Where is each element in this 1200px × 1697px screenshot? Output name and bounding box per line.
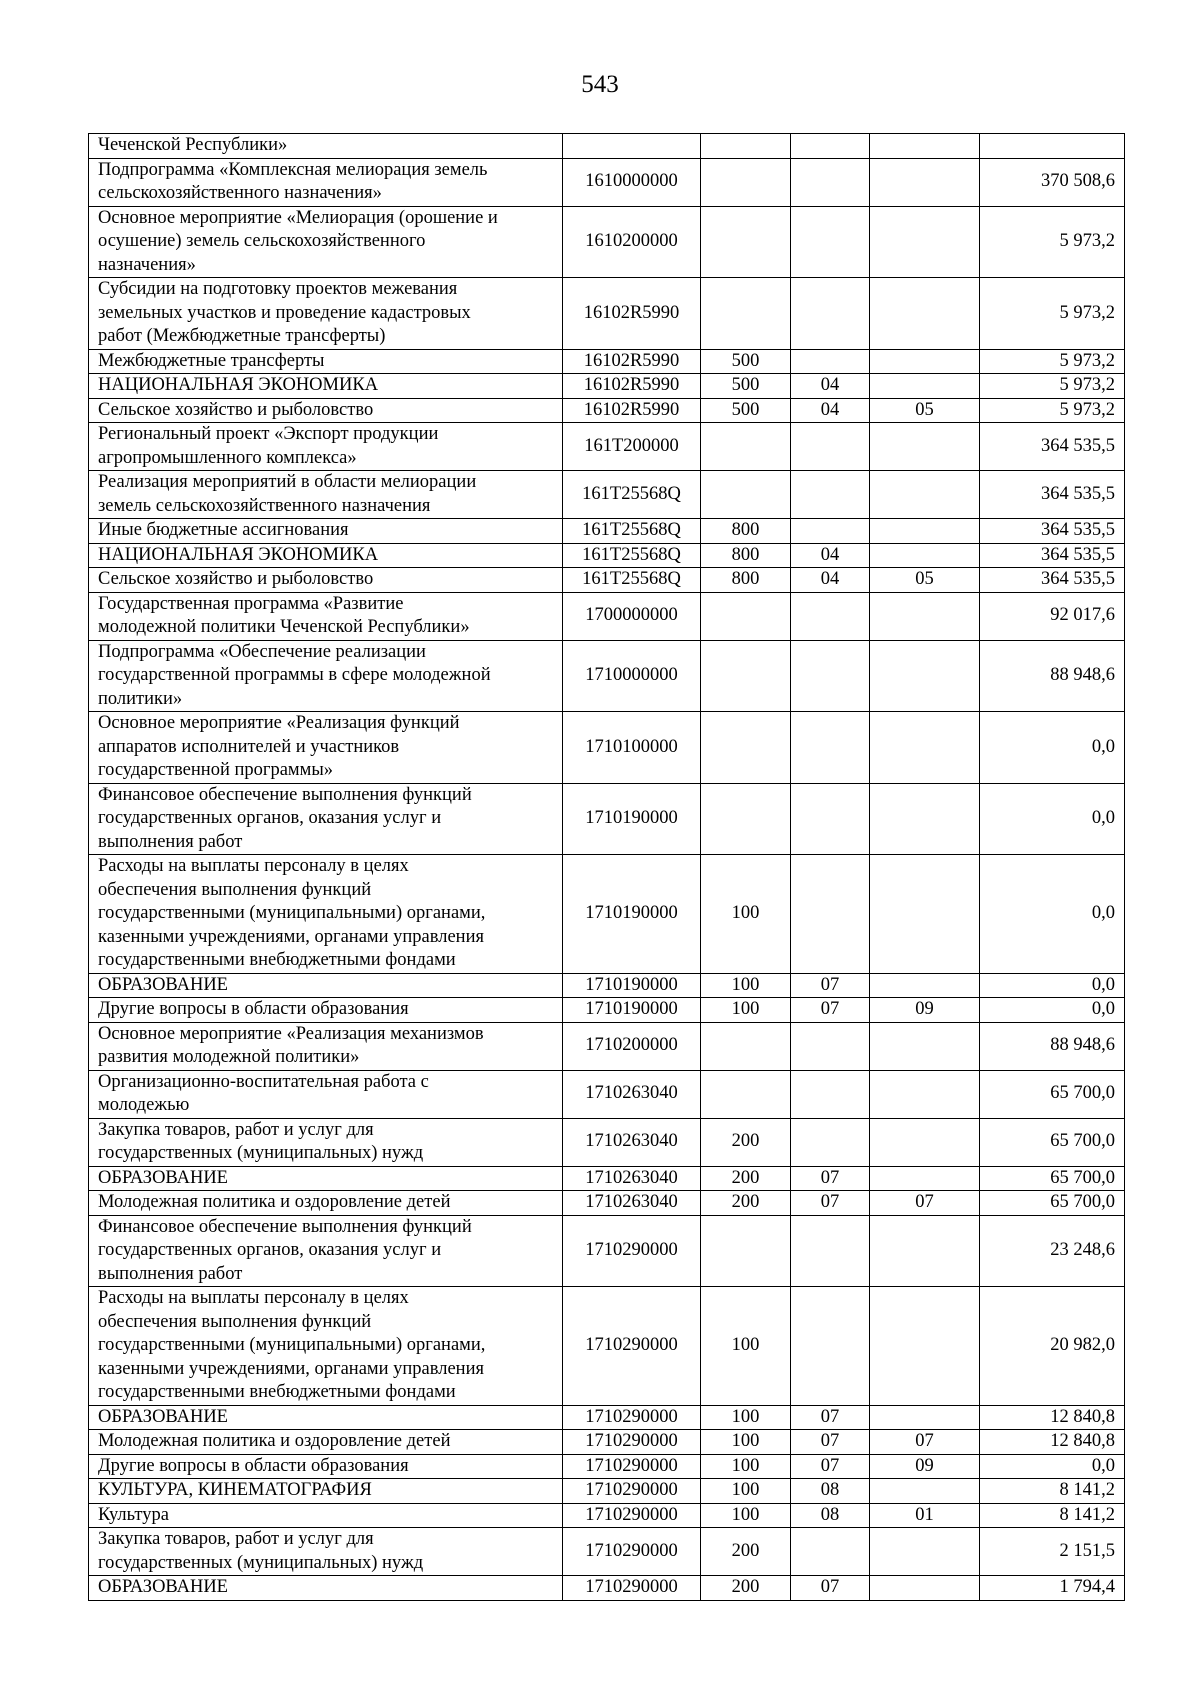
expense-type-cell (701, 712, 791, 784)
expense-type-cell: 500 (701, 374, 791, 399)
subsection-code-cell (870, 206, 980, 278)
expense-name-cell: ОБРАЗОВАНИЕ (89, 1405, 563, 1430)
table-row (89, 1503, 1125, 1528)
expense-type-cell (701, 278, 791, 350)
amount-cell: 5 973,2 (980, 206, 1125, 278)
section-code-cell (791, 134, 870, 159)
section-code-cell: 04 (791, 543, 870, 568)
section-code-cell (791, 712, 870, 784)
subsection-code-cell: 05 (870, 568, 980, 593)
expense-type-cell: 100 (701, 855, 791, 974)
subsection-code-cell (870, 1070, 980, 1118)
table-row (89, 1191, 1125, 1216)
table-row (89, 1118, 1125, 1166)
section-code-cell: 08 (791, 1503, 870, 1528)
expense-type-cell: 800 (701, 568, 791, 593)
subsection-code-cell (870, 1405, 980, 1430)
expense-type-cell: 200 (701, 1576, 791, 1601)
expense-type-cell (701, 592, 791, 640)
section-code-cell (791, 158, 870, 206)
expense-name-cell: Реализация мероприятий в области мелиорации земель сельскохозяйственного назначения (89, 471, 563, 519)
table-row (89, 973, 1125, 998)
target-article-code-cell: 1710290000 (563, 1405, 701, 1430)
subsection-code-cell (870, 1528, 980, 1576)
target-article-code-cell: 1710200000 (563, 1022, 701, 1070)
table-row (89, 471, 1125, 519)
subsection-code-cell (870, 1479, 980, 1504)
expense-type-cell: 500 (701, 349, 791, 374)
table-row (89, 592, 1125, 640)
expense-name-cell: Закупка товаров, работ и услуг для государственных (муниципальных) нужд (89, 1118, 563, 1166)
table-row (89, 278, 1125, 350)
subsection-code-cell (870, 471, 980, 519)
expense-type-cell: 100 (701, 1479, 791, 1504)
expense-name-cell: ОБРАЗОВАНИЕ (89, 1576, 563, 1601)
expense-name-cell: Подпрограмма «Обеспечение реализации государственной программы в сфере молодежной политики» (89, 640, 563, 712)
section-code-cell (791, 349, 870, 374)
table-row (89, 519, 1125, 544)
amount-cell: 20 982,0 (980, 1287, 1125, 1406)
subsection-code-cell (870, 374, 980, 399)
section-code-cell (791, 1528, 870, 1576)
amount-cell: 364 535,5 (980, 568, 1125, 593)
table-row (89, 398, 1125, 423)
subsection-code-cell (870, 783, 980, 855)
expense-name-cell: НАЦИОНАЛЬНАЯ ЭКОНОМИКА (89, 543, 563, 568)
table-row (89, 1070, 1125, 1118)
expense-type-cell: 200 (701, 1118, 791, 1166)
section-code-cell: 07 (791, 1405, 870, 1430)
target-article-code-cell: 16102R5990 (563, 278, 701, 350)
section-code-cell: 07 (791, 1576, 870, 1601)
table-row (89, 783, 1125, 855)
budget-table (88, 133, 1125, 1601)
subsection-code-cell (870, 134, 980, 159)
expense-name-cell: Организационно-воспитательная работа с молодежью (89, 1070, 563, 1118)
target-article-code-cell: 1710290000 (563, 1287, 701, 1406)
subsection-code-cell (870, 1215, 980, 1287)
target-article-code-cell: 1710290000 (563, 1454, 701, 1479)
expense-name-cell: ОБРАЗОВАНИЕ (89, 973, 563, 998)
target-article-code-cell: 161T25568Q (563, 471, 701, 519)
section-code-cell (791, 1118, 870, 1166)
table-row (89, 1454, 1125, 1479)
expense-type-cell (701, 158, 791, 206)
expense-name-cell: Молодежная политика и оздоровление детей (89, 1191, 563, 1216)
subsection-code-cell (870, 1118, 980, 1166)
target-article-code-cell: 16102R5990 (563, 349, 701, 374)
expense-name-cell: Сельское хозяйство и рыболовство (89, 568, 563, 593)
section-code-cell (791, 1215, 870, 1287)
expense-type-cell: 100 (701, 973, 791, 998)
amount-cell: 0,0 (980, 712, 1125, 784)
table-row (89, 1287, 1125, 1406)
target-article-code-cell: 161T25568Q (563, 543, 701, 568)
subsection-code-cell (870, 592, 980, 640)
expense-type-cell (701, 1215, 791, 1287)
amount-cell: 364 535,5 (980, 519, 1125, 544)
table-row (89, 1479, 1125, 1504)
expense-type-cell: 200 (701, 1191, 791, 1216)
amount-cell: 88 948,6 (980, 640, 1125, 712)
page-number: 543 (581, 71, 619, 98)
amount-cell: 364 535,5 (980, 543, 1125, 568)
section-code-cell (791, 206, 870, 278)
expense-type-cell: 100 (701, 1454, 791, 1479)
expense-type-cell (701, 640, 791, 712)
table-row (89, 1576, 1125, 1601)
target-article-code-cell: 1610200000 (563, 206, 701, 278)
amount-cell: 65 700,0 (980, 1070, 1125, 1118)
subsection-code-cell: 07 (870, 1191, 980, 1216)
expense-name-cell: Региональный проект «Экспорт продукции агропромышленного комплекса» (89, 423, 563, 471)
expense-name-cell: Иные бюджетные ассигнования (89, 519, 563, 544)
expense-name-cell: НАЦИОНАЛЬНАЯ ЭКОНОМИКА (89, 374, 563, 399)
amount-cell: 2 151,5 (980, 1528, 1125, 1576)
expense-type-cell (701, 423, 791, 471)
expense-type-cell (701, 134, 791, 159)
section-code-cell (791, 278, 870, 350)
expense-name-cell: Субсидии на подготовку проектов межевания земельных участков и проведение кадастровых работ (Межбюджетные трансферты) (89, 278, 563, 350)
section-code-cell (791, 783, 870, 855)
expense-name-cell: Молодежная политика и оздоровление детей (89, 1430, 563, 1455)
expense-type-cell: 500 (701, 398, 791, 423)
budget-table-body (89, 134, 1125, 1601)
section-code-cell (791, 423, 870, 471)
target-article-code-cell: 1710263040 (563, 1166, 701, 1191)
subsection-code-cell: 07 (870, 1430, 980, 1455)
target-article-code-cell: 16102R5990 (563, 398, 701, 423)
subsection-code-cell (870, 1287, 980, 1406)
table-row (89, 1528, 1125, 1576)
expense-type-cell: 200 (701, 1166, 791, 1191)
amount-cell: 5 973,2 (980, 278, 1125, 350)
expense-type-cell: 100 (701, 1405, 791, 1430)
target-article-code-cell: 1710190000 (563, 998, 701, 1023)
section-code-cell (791, 1022, 870, 1070)
amount-cell (980, 134, 1125, 159)
table-row (89, 158, 1125, 206)
expense-name-cell: Другие вопросы в области образования (89, 1454, 563, 1479)
subsection-code-cell: 09 (870, 1454, 980, 1479)
target-article-code-cell: 1710290000 (563, 1576, 701, 1601)
table-row (89, 640, 1125, 712)
table-row (89, 543, 1125, 568)
target-article-code-cell: 1710290000 (563, 1528, 701, 1576)
table-row (89, 712, 1125, 784)
expense-name-cell: Межбюджетные трансферты (89, 349, 563, 374)
expense-type-cell (701, 471, 791, 519)
expense-name-cell: Расходы на выплаты персоналу в целях обеспечения выполнения функций государственными (муниципальными) органами, казенными учреждениями, органами управления государственными внебюджетными фондами (89, 855, 563, 974)
subsection-code-cell (870, 1576, 980, 1601)
subsection-code-cell: 09 (870, 998, 980, 1023)
table-row (89, 1166, 1125, 1191)
amount-cell: 0,0 (980, 973, 1125, 998)
amount-cell: 65 700,0 (980, 1191, 1125, 1216)
expense-name-cell: Подпрограмма «Комплексная мелиорация земель сельскохозяйственного назначения» (89, 158, 563, 206)
subsection-code-cell: 05 (870, 398, 980, 423)
amount-cell: 92 017,6 (980, 592, 1125, 640)
amount-cell: 5 973,2 (980, 398, 1125, 423)
expense-type-cell: 100 (701, 1503, 791, 1528)
table-row (89, 374, 1125, 399)
target-article-code-cell: 1710290000 (563, 1479, 701, 1504)
target-article-code-cell: 1710190000 (563, 855, 701, 974)
amount-cell: 12 840,8 (980, 1405, 1125, 1430)
expense-type-cell (701, 1070, 791, 1118)
section-code-cell: 04 (791, 374, 870, 399)
expense-type-cell: 100 (701, 1430, 791, 1455)
expense-name-cell: Основное мероприятие «Реализация механизмов развития молодежной политики» (89, 1022, 563, 1070)
expense-type-cell (701, 206, 791, 278)
section-code-cell (791, 640, 870, 712)
subsection-code-cell (870, 349, 980, 374)
expense-name-cell: Государственная программа «Развитие молодежной политики Чеченской Республики» (89, 592, 563, 640)
table-row (89, 1430, 1125, 1455)
amount-cell: 8 141,2 (980, 1479, 1125, 1504)
section-code-cell: 04 (791, 568, 870, 593)
subsection-code-cell (870, 855, 980, 974)
amount-cell: 88 948,6 (980, 1022, 1125, 1070)
subsection-code-cell (870, 278, 980, 350)
table-row (89, 1022, 1125, 1070)
target-article-code-cell: 161T25568Q (563, 519, 701, 544)
expense-name-cell: Расходы на выплаты персоналу в целях обеспечения выполнения функций государственными (муниципальными) органами, казенными учреждениями, органами управления государственными внебюджетными фондами (89, 1287, 563, 1406)
subsection-code-cell (870, 158, 980, 206)
table-row (89, 855, 1125, 974)
subsection-code-cell (870, 1166, 980, 1191)
expense-type-cell: 800 (701, 543, 791, 568)
amount-cell: 23 248,6 (980, 1215, 1125, 1287)
target-article-code-cell: 1710190000 (563, 973, 701, 998)
target-article-code-cell: 1710263040 (563, 1070, 701, 1118)
expense-name-cell: КУЛЬТУРА, КИНЕМАТОГРАФИЯ (89, 1479, 563, 1504)
amount-cell: 0,0 (980, 998, 1125, 1023)
subsection-code-cell: 01 (870, 1503, 980, 1528)
section-code-cell (791, 855, 870, 974)
target-article-code-cell: 1710263040 (563, 1118, 701, 1166)
expense-type-cell (701, 783, 791, 855)
amount-cell: 364 535,5 (980, 471, 1125, 519)
subsection-code-cell (870, 1022, 980, 1070)
subsection-code-cell (870, 543, 980, 568)
target-article-code-cell (563, 134, 701, 159)
amount-cell: 0,0 (980, 855, 1125, 974)
section-code-cell: 04 (791, 398, 870, 423)
amount-cell: 5 973,2 (980, 374, 1125, 399)
target-article-code-cell: 161T25568Q (563, 568, 701, 593)
table-row (89, 134, 1125, 159)
amount-cell: 0,0 (980, 783, 1125, 855)
amount-cell: 370 508,6 (980, 158, 1125, 206)
section-code-cell: 07 (791, 1430, 870, 1455)
section-code-cell (791, 519, 870, 544)
expense-name-cell: Культура (89, 1503, 563, 1528)
expense-name-cell: ОБРАЗОВАНИЕ (89, 1166, 563, 1191)
target-article-code-cell: 1710100000 (563, 712, 701, 784)
amount-cell: 65 700,0 (980, 1166, 1125, 1191)
section-code-cell (791, 1287, 870, 1406)
amount-cell: 1 794,4 (980, 1576, 1125, 1601)
amount-cell: 65 700,0 (980, 1118, 1125, 1166)
table-row (89, 1405, 1125, 1430)
section-code-cell: 08 (791, 1479, 870, 1504)
amount-cell: 12 840,8 (980, 1430, 1125, 1455)
expense-name-cell: Финансовое обеспечение выполнения функций государственных органов, оказания услуг и выполнения работ (89, 783, 563, 855)
target-article-code-cell: 161T200000 (563, 423, 701, 471)
table-row (89, 998, 1125, 1023)
target-article-code-cell: 1710263040 (563, 1191, 701, 1216)
expense-type-cell: 100 (701, 1287, 791, 1406)
section-code-cell (791, 1070, 870, 1118)
section-code-cell (791, 471, 870, 519)
section-code-cell (791, 592, 870, 640)
expense-type-cell: 200 (701, 1528, 791, 1576)
amount-cell: 5 973,2 (980, 349, 1125, 374)
target-article-code-cell: 1710290000 (563, 1503, 701, 1528)
amount-cell: 0,0 (980, 1454, 1125, 1479)
table-row (89, 423, 1125, 471)
expense-name-cell: Сельское хозяйство и рыболовство (89, 398, 563, 423)
target-article-code-cell: 1710290000 (563, 1430, 701, 1455)
table-row (89, 206, 1125, 278)
expense-type-cell: 800 (701, 519, 791, 544)
expense-name-cell: Финансовое обеспечение выполнения функций государственных органов, оказания услуг и выполнения работ (89, 1215, 563, 1287)
subsection-code-cell (870, 519, 980, 544)
target-article-code-cell: 1700000000 (563, 592, 701, 640)
amount-cell: 8 141,2 (980, 1503, 1125, 1528)
table-row (89, 349, 1125, 374)
target-article-code-cell: 1710190000 (563, 783, 701, 855)
expense-name-cell: Основное мероприятие «Реализация функций аппаратов исполнителей и участников государственной программы» (89, 712, 563, 784)
section-code-cell: 07 (791, 1166, 870, 1191)
target-article-code-cell: 1610000000 (563, 158, 701, 206)
expense-name-cell: Закупка товаров, работ и услуг для государственных (муниципальных) нужд (89, 1528, 563, 1576)
subsection-code-cell (870, 712, 980, 784)
expense-type-cell: 100 (701, 998, 791, 1023)
section-code-cell: 07 (791, 1191, 870, 1216)
section-code-cell: 07 (791, 1454, 870, 1479)
subsection-code-cell (870, 423, 980, 471)
expense-name-cell: Другие вопросы в области образования (89, 998, 563, 1023)
subsection-code-cell (870, 973, 980, 998)
table-row (89, 1215, 1125, 1287)
expense-name-cell: Основное мероприятие «Мелиорация (орошение и осушение) земель сельскохозяйственного назначения» (89, 206, 563, 278)
section-code-cell: 07 (791, 973, 870, 998)
amount-cell: 364 535,5 (980, 423, 1125, 471)
table-row (89, 568, 1125, 593)
target-article-code-cell: 1710290000 (563, 1215, 701, 1287)
expense-type-cell (701, 1022, 791, 1070)
section-code-cell: 07 (791, 998, 870, 1023)
expense-name-cell: Чеченской Республики» (89, 134, 563, 159)
target-article-code-cell: 16102R5990 (563, 374, 701, 399)
subsection-code-cell (870, 640, 980, 712)
target-article-code-cell: 1710000000 (563, 640, 701, 712)
